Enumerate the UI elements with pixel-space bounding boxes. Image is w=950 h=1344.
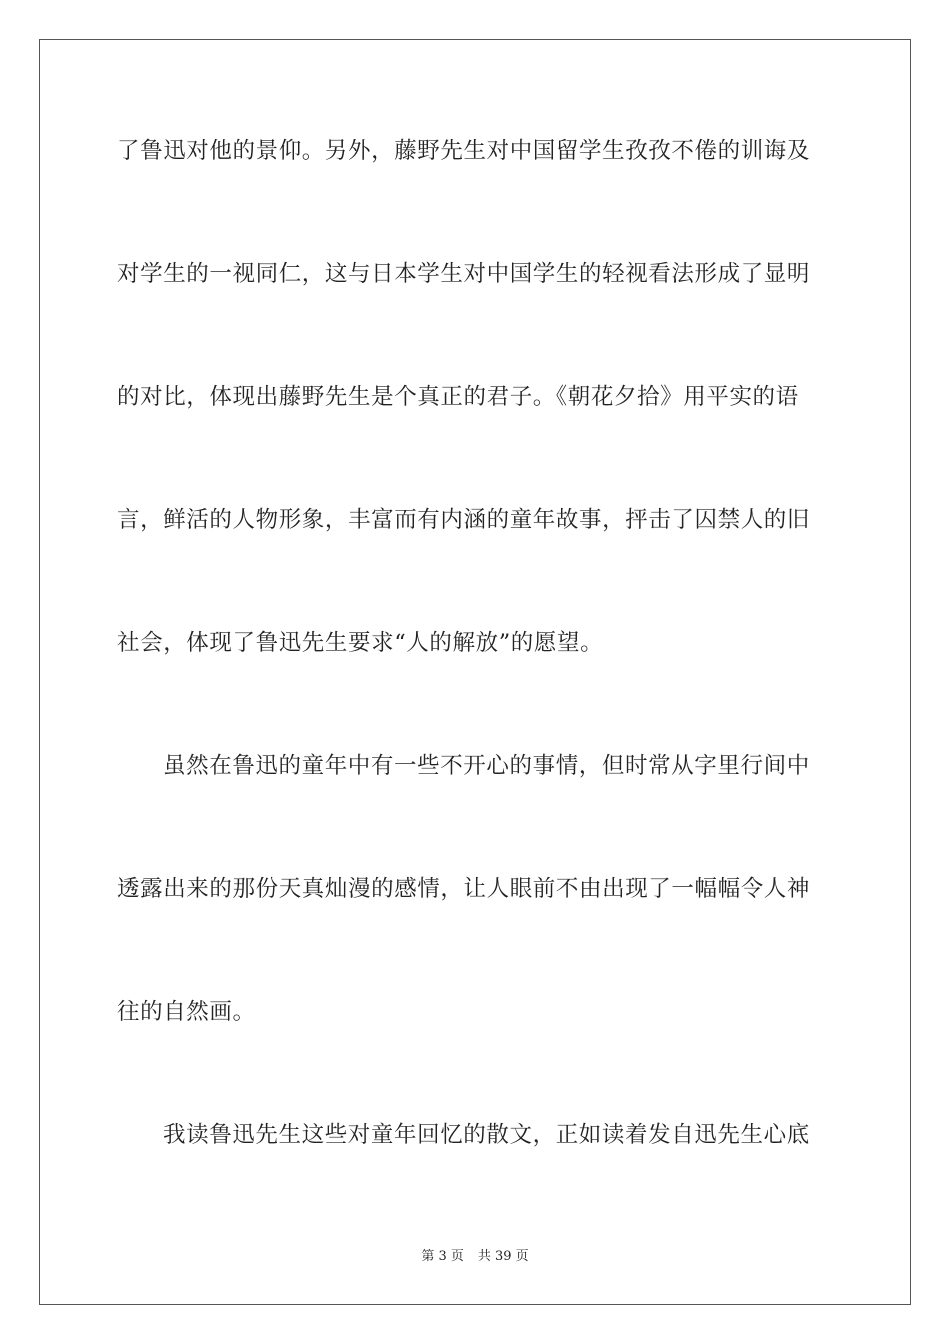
paragraph-line-indented: 我读鲁迅先生这些对童年回忆的散文，正如读着发自迅先生心底 xyxy=(163,1122,810,1148)
page-footer xyxy=(0,1248,950,1266)
page-number: 第 3 页 xyxy=(421,1249,464,1264)
paragraph-line: 言，鲜活的人物形象，丰富而有内涵的童年故事，抨击了囚禁人的旧 xyxy=(117,507,811,533)
paragraph-line: 了鲁迅对他的景仰。另外，藤野先生对中国留学生孜孜不倦的训诲及 xyxy=(117,138,811,164)
paragraph-line: 透露出来的那份天真灿漫的感情，让人眼前不由出现了一幅幅令人神 xyxy=(117,876,811,902)
paragraph-line: 对学生的一视同仁，这与日本学生对中国学生的轻视看法形成了显明 xyxy=(117,261,811,287)
paragraph-line: 往的自然画。 xyxy=(117,999,256,1025)
page-total: 共 39 页 xyxy=(477,1249,529,1264)
paragraph-line: 的对比，体现出藤野先生是个真正的君子。《朝花夕拾》用平实的语 xyxy=(117,384,799,410)
page-frame xyxy=(39,39,911,1305)
paragraph-line-indented: 虽然在鲁迅的童年中有一些不开心的事情，但时常从字里行间中 xyxy=(163,753,810,779)
paragraph-line: 社会，体现了鲁迅先生要求“人的解放”的愿望。 xyxy=(117,630,604,656)
